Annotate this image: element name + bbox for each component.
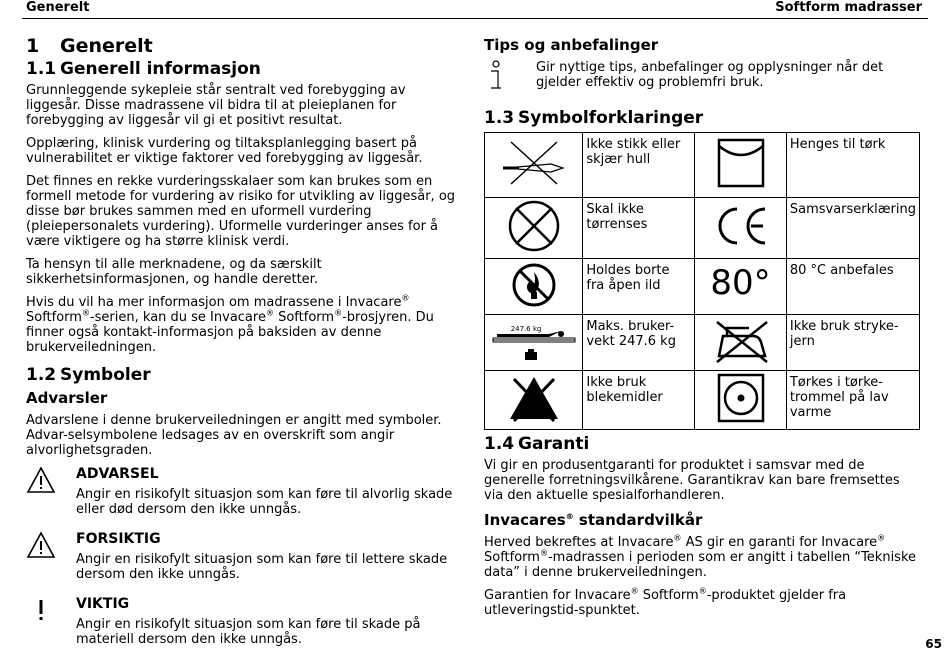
- notice-text: Angir en risikofylt situasjon som kan føre til skade på materiell dersom den ikke unngås.: [76, 617, 421, 647]
- heading-1-3: 1.3 Symbolforklaringer: [484, 108, 704, 128]
- warning-triangle-icon: [26, 531, 76, 582]
- notice-title: ADVARSEL: [76, 466, 159, 482]
- standard-terms-paragraph-1: Herved bekreftes at Invacare® AS gir en garanti for Invacare® Softform®-madrassen i perioden som er angitt i tabellen “Tekniske data” i denne brukerveiledningen.: [484, 533, 917, 580]
- tumble-dry-low-icon: [695, 371, 787, 430]
- no-dry-clean-icon: [485, 198, 583, 259]
- right-column: [484, 33, 922, 626]
- symbol-label: Ikke bruk stryke-jern: [786, 315, 919, 371]
- garanti-text: Vi gir en produsentgaranti for produktet i samsvar med de generelle forretningsvilkårene. Garantikrav kan bare fremsettes via den aktuelle spesialforhandleren.: [484, 458, 900, 503]
- max-weight-icon-label: 247.6 kg: [510, 324, 542, 333]
- notice-text: Angir en risikofylt situasjon som kan føre til alvorlig skade eller død dersom den ikke unngås.: [76, 487, 453, 517]
- symbol-label: 80 °C anbefales: [786, 259, 919, 315]
- notice-title: FORSIKTIG: [76, 531, 161, 547]
- header-rule: [22, 18, 928, 19]
- advarsler-heading: Advarsler: [26, 389, 108, 407]
- warning-triangle-icon: [26, 466, 76, 517]
- no-cutting-icon: [485, 133, 583, 198]
- page-number: 65: [925, 637, 942, 651]
- notice-viktig: [26, 596, 464, 647]
- standard-terms-heading: Invacares® standardvilkår: [484, 511, 703, 529]
- notice-text: Angir en risikofylt situasjon som kan føre til lettere skade dersom den ikke unngås.: [76, 552, 448, 582]
- no-open-flame-icon: [485, 259, 583, 315]
- symbol-label: Skal ikke tørrenses: [583, 198, 695, 259]
- no-ironing-icon: [695, 315, 787, 371]
- notice-title: VIKTIG: [76, 596, 130, 612]
- info-icon: [484, 60, 536, 96]
- tip-block: [484, 60, 922, 96]
- tips-heading: Tips og anbefalinger: [484, 36, 659, 54]
- heading-1-4: 1.4 Garanti: [484, 434, 590, 454]
- symbol-label: Samsvarserklæring: [786, 198, 919, 259]
- symbol-label: Tørkes i tørke-trommel på lav varme: [786, 371, 919, 430]
- hang-dry-icon: [695, 133, 787, 198]
- no-bleach-icon: [485, 371, 583, 430]
- tips-text: Gir nyttige tips, anbefalinger og opplysninger når det gjelder effektiv og problemfri bruk.: [536, 60, 884, 90]
- notice-forsiktig: [26, 531, 464, 582]
- running-header-left: Generelt: [26, 0, 90, 15]
- left-column: [26, 33, 464, 661]
- symbol-label: Ikke bruk blekemidler: [583, 371, 695, 430]
- paragraph-2: Opplæring, klinisk vurdering og tiltaksplanlegging basert på vulnerabilitet er viktige faktorer ved forebygging av liggesår.: [26, 136, 423, 166]
- paragraph-5: Hvis du vil ha mer informasjon om madrassene i Invacare® Softform®-serien, kan du se Invacare® Softform®-brosjyren. Du finner også kontakt-informasjon på baksiden av denne brukerveiledningen.: [26, 293, 434, 355]
- paragraph-3: Det finnes en rekke vurderingsskalaer som kan brukes som en formell metode for vurdering av risiko for utvikling av liggesår, og disse bør brukes sammen med en uformell vurdering (pleiepersonalets vurdering). Uformelle vurderinger anses for å være viktigere og ha større klinisk verdi.: [26, 174, 456, 249]
- symbol-label: Maks. bruker-vekt 247.6 kg: [583, 315, 695, 371]
- wash-temperature-text: 80°: [710, 262, 771, 303]
- heading-1-2: 1.2 Symboler: [26, 365, 151, 385]
- symbol-label: Holdes borte fra åpen ild: [583, 259, 695, 315]
- symbol-label: Henges til tørk: [786, 133, 919, 198]
- heading-1-1: 1.1 Generell informasjon: [26, 59, 261, 79]
- notice-advarsel: [26, 466, 464, 517]
- advarsler-text: Advarslene i denne brukerveiledningen er angitt med symboler. Advar-selsymbolene ledsages av en overskrift som angir alvorlighetsgraden.: [26, 413, 442, 458]
- wash-80-icon: [695, 259, 787, 315]
- exclamation-icon: [26, 596, 76, 647]
- paragraph-1: Grunnleggende sykepleie står sentralt ved forebygging av liggesår. Disse madrassene vil bidra til at pleieplanen for forebygging av liggesår vil gi et positivt resultat.: [26, 83, 406, 128]
- standard-terms-paragraph-2: Garantien for Invacare® Softform®-produktet gjelder fra utleveringstid-spunktet.: [484, 586, 847, 618]
- symbol-label: Ikke stikk eller skjær hull: [583, 133, 695, 198]
- symbol-table: [484, 132, 920, 430]
- ce-mark-icon: [695, 198, 787, 259]
- max-weight-icon: [485, 315, 583, 371]
- heading-1: 1 Generelt: [26, 35, 153, 57]
- running-header-right: Softform madrasser: [775, 0, 922, 15]
- paragraph-4: Ta hensyn til alle merknadene, og da særskilt sikkerhetsinformasjonen, og handle deretter.: [26, 257, 322, 287]
